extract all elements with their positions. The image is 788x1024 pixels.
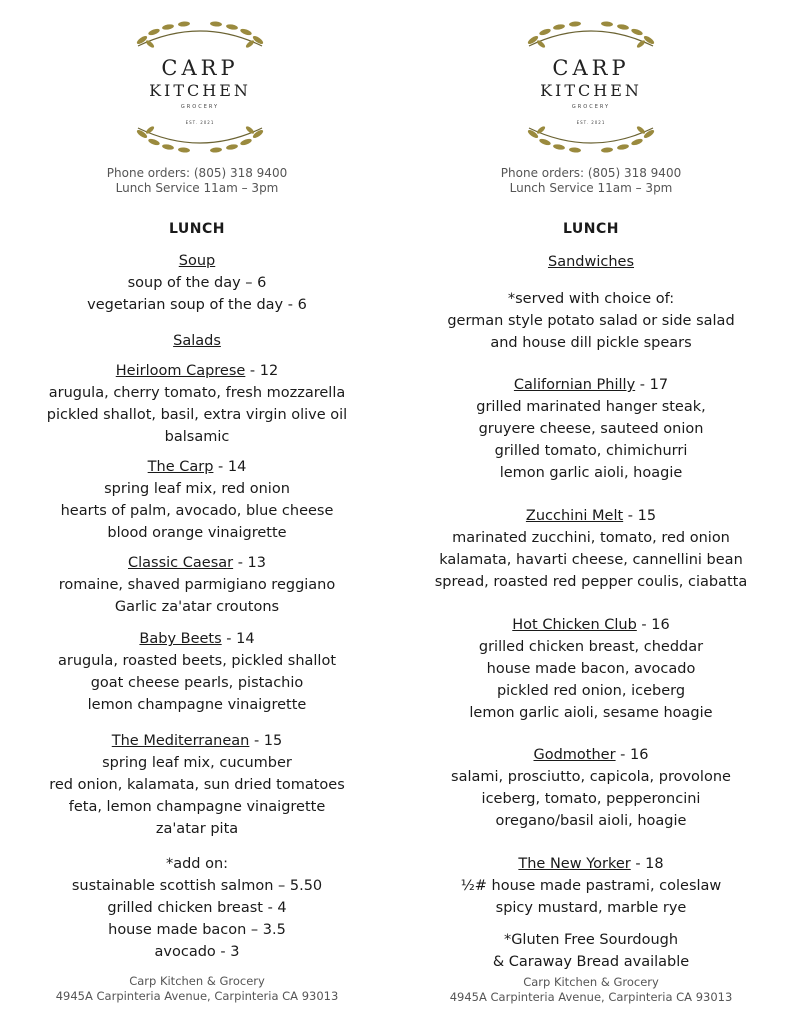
salad-item-the-carp bbox=[0, 456, 394, 544]
salad-desc: red onion, kalamata, sun dried tomatoes bbox=[49, 777, 345, 793]
salad-desc: romaine, shaved parmigiano reggiano bbox=[58, 577, 336, 593]
salad-desc: Garlic za'atar croutons bbox=[114, 599, 280, 615]
salad-name: The Mediterranean bbox=[111, 733, 250, 749]
addon-item: house made bacon – 3.5 bbox=[108, 922, 286, 938]
sandwich-desc: grilled tomato, chimichurri bbox=[494, 443, 688, 459]
sandwich-desc: grilled chicken breast, cheddar bbox=[478, 639, 704, 655]
sandwich-desc: grilled marinated hanger steak, bbox=[476, 399, 706, 415]
salad-desc: za'atar pita bbox=[155, 821, 239, 837]
sandwich-price: - 16 bbox=[615, 747, 649, 763]
sandwich-price: - 15 bbox=[623, 508, 657, 524]
served-with-note bbox=[394, 288, 788, 354]
sandwich-name: Hot Chicken Club bbox=[512, 617, 637, 633]
logo-kitchen-text: KITCHEN bbox=[149, 81, 251, 100]
sandwich-desc: oregano/basil aioli, hoagie bbox=[495, 813, 687, 829]
soup-section bbox=[0, 250, 394, 316]
salad-item-the-mediterranean bbox=[0, 730, 394, 840]
addon-item: sustainable scottish salmon – 5.50 bbox=[71, 878, 323, 894]
sandwich-name: Zucchini Melt bbox=[525, 508, 624, 524]
sandwich-desc: ½# house made pastrami, coleslaw bbox=[460, 878, 722, 894]
logo-carp-text: CARP bbox=[552, 56, 630, 80]
salad-desc: pickled shallot, basil, extra virgin olive oil bbox=[46, 407, 348, 423]
salad-desc: blood orange vinaigrette bbox=[107, 525, 287, 541]
gluten-free-note bbox=[394, 929, 788, 973]
salad-desc: feta, lemon champagne vinaigrette bbox=[68, 799, 326, 815]
salad-name: The Carp bbox=[147, 459, 214, 475]
salad-desc: lemon champagne vinaigrette bbox=[87, 697, 307, 713]
gluten-free-line: & Caraway Bread available bbox=[492, 954, 690, 970]
addon-title: *add on: bbox=[165, 856, 229, 872]
salad-item-baby-beets bbox=[0, 628, 394, 716]
sandwich-name: The New Yorker bbox=[518, 856, 631, 872]
logo-grocery-text: GROCERY bbox=[571, 104, 611, 110]
served-with-line: *served with choice of: bbox=[507, 291, 675, 307]
lunch-heading: LUNCH bbox=[563, 221, 619, 237]
salad-name: Classic Caesar bbox=[128, 555, 234, 571]
sandwiches-title-block bbox=[394, 251, 788, 273]
sandwich-price: - 16 bbox=[636, 617, 670, 633]
sandwich-name: Godmother bbox=[533, 747, 616, 763]
salads-title: Salads bbox=[173, 333, 221, 349]
salad-name: Baby Beets bbox=[139, 631, 222, 647]
gluten-free-line: *Gluten Free Sourdough bbox=[503, 932, 679, 948]
salad-price: - 15 bbox=[249, 733, 283, 749]
salad-name: Heirloom Caprese bbox=[115, 363, 246, 379]
sandwich-item-the-new-yorker bbox=[394, 853, 788, 919]
sandwich-item-zucchini-melt bbox=[394, 505, 788, 593]
contact-info bbox=[394, 166, 788, 196]
footer-street-address: 4945A Carpinteria Avenue, Carpinteria CA 93013 bbox=[449, 990, 733, 1004]
logo-grocery-text: GROCERY bbox=[180, 104, 220, 110]
phone-orders: Phone orders: (805) 318 9400 bbox=[106, 166, 288, 180]
carp-kitchen-logo bbox=[511, 18, 671, 158]
salad-price: - 13 bbox=[233, 555, 266, 571]
contact-info bbox=[0, 166, 394, 196]
addon-section bbox=[0, 853, 394, 963]
salad-item-heirloom-caprese bbox=[0, 360, 394, 448]
footer-address bbox=[394, 975, 788, 1005]
sandwich-item-californian-philly bbox=[394, 374, 788, 484]
salads-title-block bbox=[0, 330, 394, 352]
salad-desc: hearts of palm, avocado, blue cheese bbox=[60, 503, 334, 519]
logo-kitchen-text: KITCHEN bbox=[540, 81, 642, 100]
sandwich-desc: kalamata, havarti cheese, cannellini bean bbox=[439, 552, 743, 568]
sandwich-desc: iceberg, tomato, pepperoncini bbox=[481, 791, 701, 807]
salad-desc: goat cheese pearls, pistachio bbox=[90, 675, 304, 691]
carp-kitchen-logo bbox=[120, 18, 280, 158]
salad-price: - 14 bbox=[213, 459, 247, 475]
sandwich-desc: lemon garlic aioli, sesame hoagie bbox=[469, 705, 713, 721]
soup-item: vegetarian soup of the day - 6 bbox=[87, 297, 307, 313]
sandwich-desc: spread, roasted red pepper coulis, ciabatta bbox=[434, 574, 748, 590]
salad-desc: balsamic bbox=[164, 429, 230, 445]
lunch-hours: Lunch Service 11am – 3pm bbox=[115, 181, 279, 195]
logo-est-text: EST. 2021 bbox=[185, 120, 215, 125]
lunch-heading: LUNCH bbox=[169, 221, 225, 237]
served-with-line: german style potato salad or side salad bbox=[447, 313, 735, 329]
addon-item: grilled chicken breast - 4 bbox=[107, 900, 287, 916]
salad-desc: spring leaf mix, cucumber bbox=[102, 755, 292, 771]
sandwich-price: - 17 bbox=[635, 377, 669, 393]
lunch-hours: Lunch Service 11am – 3pm bbox=[509, 181, 673, 195]
menu-page-right bbox=[394, 0, 788, 1024]
sandwich-item-hot-chicken-club bbox=[394, 614, 788, 724]
served-with-line: and house dill pickle spears bbox=[490, 335, 692, 351]
sandwich-desc: gruyere cheese, sauteed onion bbox=[478, 421, 704, 437]
logo-carp-text: CARP bbox=[161, 56, 239, 80]
sandwich-desc: house made bacon, avocado bbox=[486, 661, 696, 677]
salad-item-classic-caesar bbox=[0, 552, 394, 618]
sandwich-desc: marinated zucchini, tomato, red onion bbox=[452, 530, 730, 546]
sandwiches-title: Sandwiches bbox=[547, 254, 634, 270]
logo-est-text: EST. 2021 bbox=[576, 120, 606, 125]
phone-orders: Phone orders: (805) 318 9400 bbox=[500, 166, 682, 180]
footer-business-name: Carp Kitchen & Grocery bbox=[129, 974, 265, 988]
sandwich-name: Californian Philly bbox=[513, 377, 636, 393]
sandwich-desc: salami, prosciutto, capicola, provolone bbox=[451, 769, 731, 785]
salad-desc: arugula, cherry tomato, fresh mozzarella bbox=[48, 385, 346, 401]
addon-item: avocado - 3 bbox=[154, 944, 240, 960]
soup-item: soup of the day – 6 bbox=[127, 275, 267, 291]
sandwich-desc: pickled red onion, iceberg bbox=[496, 683, 686, 699]
salad-price: - 14 bbox=[221, 631, 255, 647]
salad-price: - 12 bbox=[245, 363, 279, 379]
soup-title: Soup bbox=[178, 253, 216, 269]
footer-address bbox=[0, 974, 394, 1004]
sandwich-desc: lemon garlic aioli, hoagie bbox=[499, 465, 683, 481]
sandwich-price: - 18 bbox=[630, 856, 664, 872]
footer-street-address: 4945A Carpinteria Avenue, Carpinteria CA 93013 bbox=[55, 989, 339, 1003]
sandwich-desc: spicy mustard, marble rye bbox=[495, 900, 687, 916]
salad-desc: arugula, roasted beets, pickled shallot bbox=[57, 653, 337, 669]
salad-desc: spring leaf mix, red onion bbox=[104, 481, 290, 497]
sandwich-item-godmother bbox=[394, 744, 788, 832]
footer-business-name: Carp Kitchen & Grocery bbox=[523, 975, 659, 989]
